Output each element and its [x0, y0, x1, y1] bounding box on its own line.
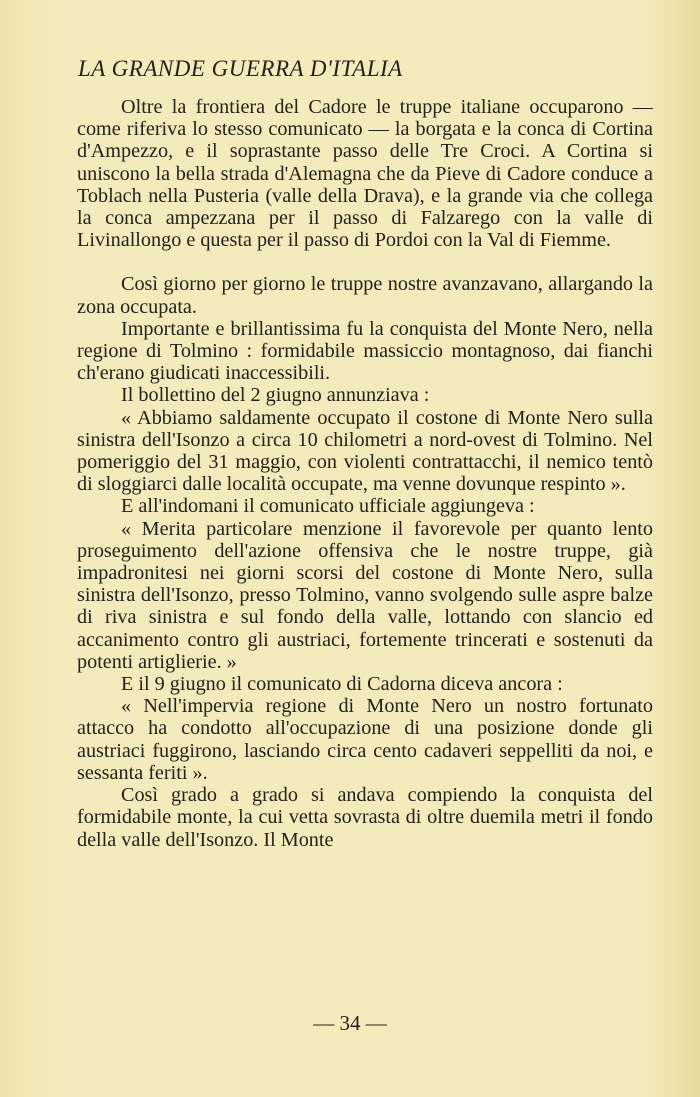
page-number: — 34 — — [313, 1011, 387, 1035]
paragraph: Così giorno per giorno le truppe nostre avanzavano, allargando la zona occupata. — [77, 273, 653, 318]
running-head: LA GRANDE GUERRA D'ITALIA — [78, 56, 403, 81]
paragraph: E all'indomani il comunicato ufficiale aggiungeva : — [121, 495, 535, 518]
paragraph: E il 9 giugno il comunicato di Cadorna diceva ancora : — [121, 673, 563, 696]
paragraph: « Nell'impervia regione di Monte Nero un nostro fortunato attacco ha condotto all'occupazione di una posizione donde gli austriaci fuggirono, lasciando circa cento cadaveri seppelliti da noi, e sessanta feriti ». — [77, 695, 653, 784]
paragraph: Il bollettino del 2 giugno annunziava : — [121, 384, 430, 407]
paragraph: Così grado a grado si andava compiendo la conquista del formidabile monte, la cui vetta sovrasta di oltre duemila metri il fondo della valle dell'Isonzo. Il Monte — [77, 784, 653, 851]
paragraph: Oltre la frontiera del Cadore le truppe italiane occuparono — come riferiva lo stesso comunicato — la borgata e la conca di Cortina d'Ampezzo, e il soprastante passo delle Tre Croci. A Cortina si uniscono la bella strada d'Alemagna che da Pieve di Cadore conduce a Toblach nella Pusteria (valle della Drava), e la grande via che collega la conca ampezzana per il passo di Falzarego con la valle di Livinallongo e questa per il passo di Pordoi con la Val di Fiemme. — [77, 96, 653, 252]
body-text — [77, 96, 653, 851]
paragraph: « Merita particolare menzione il favorevole per quanto lento proseguimento dell'azione offensiva che le nostre truppe, già impadronitesi nei giorni scorsi del costone di Monte Nero, sulla sinistra dell'Isonzo, presso Tolmino, vanno svolgendo sulle aspre balze di riva sinistra e sul fondo della valle, lottando con slancio ed accanimento contro gli austriaci, fortemente trincerati e sostenuti da potenti artiglierie. » — [77, 517, 653, 673]
paragraph: Importante e brillantissima fu la conquista del Monte Nero, nella regione di Tolmino : formidabile massiccio montagnoso, dai fianchi ch'erano giudicati inaccessibili. — [77, 317, 653, 385]
paragraph: « Abbiamo saldamente occupato il costone di Monte Nero sulla sinistra dell'Isonzo a circa 10 chilometri a nord-ovest di Tolmino. Nel pomeriggio del 31 maggio, con violenti contrattacchi, il nemico tentò di sloggiarci dalle località occupate, ma venne dovunque respinto ». — [77, 406, 653, 496]
